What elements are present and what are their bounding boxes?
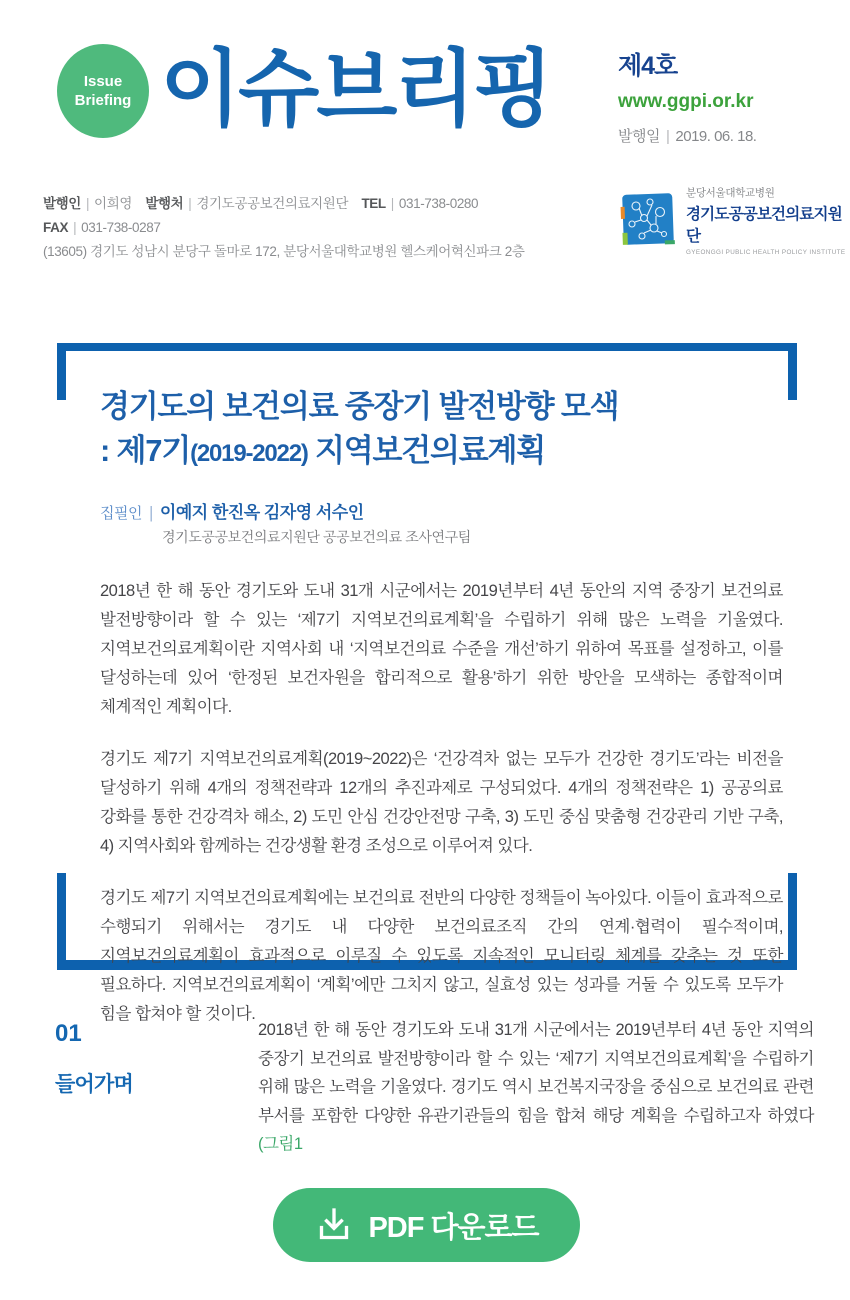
publisher-address: (13605) 경기도 성남시 분당구 돌마로 172, 분당서울대학교병원 헬스케어혁신파크 2층	[43, 244, 525, 259]
feature-paragraph-2: 경기도 제7기 지역보건의료계획(2019~2022)은 ‘건강격차 없는 모두가 건강한 경기도’라는 비전을 달성하기 위해 4개의 정책전략과 12개의 추진과제로 구성되었다. 4개의 정책전략은 1) 공공의료 강화를 통한 건강격차 해소, 2) 도민 안심 건강안전망 구축, 3) 도민 중심 맞춤형 건강관리 기반 구축, 4) 지역사회와 함께하는 건강생활 환경 조성으로 이루어져 있다.	[100, 750, 783, 855]
publish-date-row	[618, 125, 838, 146]
feature-content	[100, 343, 783, 1029]
feature-box	[57, 343, 797, 1023]
logo-org-name-en: GYEONGGI PUBLIC HEALTH POLICY INSTITUTE	[686, 249, 846, 256]
publish-date-value: 2019. 06. 18.	[675, 128, 757, 145]
pdf-download-button[interactable]	[273, 1188, 580, 1262]
byline	[100, 498, 783, 523]
masthead-title: 이슈브리핑	[160, 42, 551, 136]
publisher-info	[43, 192, 618, 264]
byline-label: 집필인	[100, 505, 142, 522]
issue-meta	[618, 46, 838, 146]
section-title: 들어가며	[55, 1073, 133, 1096]
section-body: 2018년 한 해 동안 경기도와 도내 31개 시군에서는 2019년부터 4년 동안 지역의 중장기 보건의료 발전방향이라 할 수 있는 ‘제7기 지역보건의료계획’을 수립하기 위해 많은 노력을 기울였다. 경기도 역시 보건복지국장을 중심으로 보건의료 관련 부서를 포함한 다양한 유관기관들의 힘을 합쳐 해당 계획을 수립하고자 하였다(그림1	[258, 1021, 814, 1153]
publish-date-label: 발행일	[618, 128, 660, 145]
org-logo-text	[686, 185, 850, 256]
byline-affiliation: 경기도공공보건의료지원단 공공보건의료 조사연구팀	[162, 529, 471, 545]
separator: |	[665, 128, 670, 145]
feature-title	[100, 385, 783, 476]
feature-title-line1: 경기도의 보건의료 중장기 발전방향 모색	[100, 389, 619, 424]
figure-reference-link[interactable]: (그림1	[258, 1135, 303, 1153]
byline-authors: 이예지 한진옥 김자영 서수인	[159, 503, 364, 522]
publisher-line	[43, 192, 618, 240]
badge-line2: Briefing	[74, 92, 132, 109]
box-border-top-right	[788, 343, 797, 400]
feature-title-line2: : 제7기(2019-2022) 지역보건의료계획	[100, 433, 546, 468]
issue-number: 제4호	[618, 52, 678, 80]
download-icon	[314, 1205, 354, 1245]
logo-org-name: 경기도공공보건의료지원단	[686, 206, 842, 245]
website-link[interactable]: www.ggpi.or.kr	[618, 91, 754, 112]
pdf-download-label: PDF 다운로드	[368, 1211, 539, 1244]
publisher-field: 발행인 | 이희영	[43, 196, 132, 211]
publisher-field: TEL | 031-738-0280	[361, 196, 479, 211]
feature-paragraph-3: 경기도 제7기 지역보건의료계획에는 보건의료 전반의 다양한 정책들이 녹아있다. 이들이 효과적으로 수행되기 위해서는 경기도 내 다양한 보건의료조직 간의 연계·협력이 필수적이며, 지역보건의료계획이 효과적으로 이루질 수 있도록 지속적인 모니터링 체계를 갖추는 것 또한 필요하다. 지역보건의료계획이 ‘계획’에만 그치지 않고, 실효성 있는 성과를 거둘 수 있도록 모두가 힘을 합쳐야 할 것이다.	[100, 889, 783, 1023]
badge-line1: Issue	[83, 73, 123, 90]
publisher-field: FAX | 031-738-0287	[43, 220, 161, 235]
separator: |	[148, 503, 153, 522]
feature-paragraph-1: 2018년 한 해 동안 경기도와 도내 31개 시군에서는 2019년부터 4년 동안의 지역 중장기 보건의료 발전방향이라 할 수 있는 ‘제7기 지역보건의료계획’을 수립하기 위해 많은 노력을 기울였다. 지역보건의료계획이란 지역사회 내 ‘지역보건의료 수준을 개선’하기 위하여 목표를 설정하고, 이를 달성하는데 있어 ‘한정된 보건자원을 합리적으로 활용’하기 위한 방안을 모색하는 종합적이며 체계적인 계획이다.	[100, 582, 783, 716]
org-logo-icon	[620, 192, 676, 250]
publisher-field: 발행처 | 경기도공공보건의료지원단	[145, 196, 349, 211]
feature-title-years: (2019-2022)	[190, 440, 308, 467]
box-border-top-left	[57, 343, 66, 400]
section-number: 01	[55, 1020, 82, 1047]
logo-hospital-name: 분당서울대학교병원	[686, 187, 775, 199]
box-border-bottom-left	[57, 873, 66, 970]
org-logo	[620, 185, 850, 256]
issue-briefing-badge	[57, 44, 149, 138]
box-border-bottom-right	[788, 873, 797, 970]
section-label	[55, 1020, 133, 1098]
